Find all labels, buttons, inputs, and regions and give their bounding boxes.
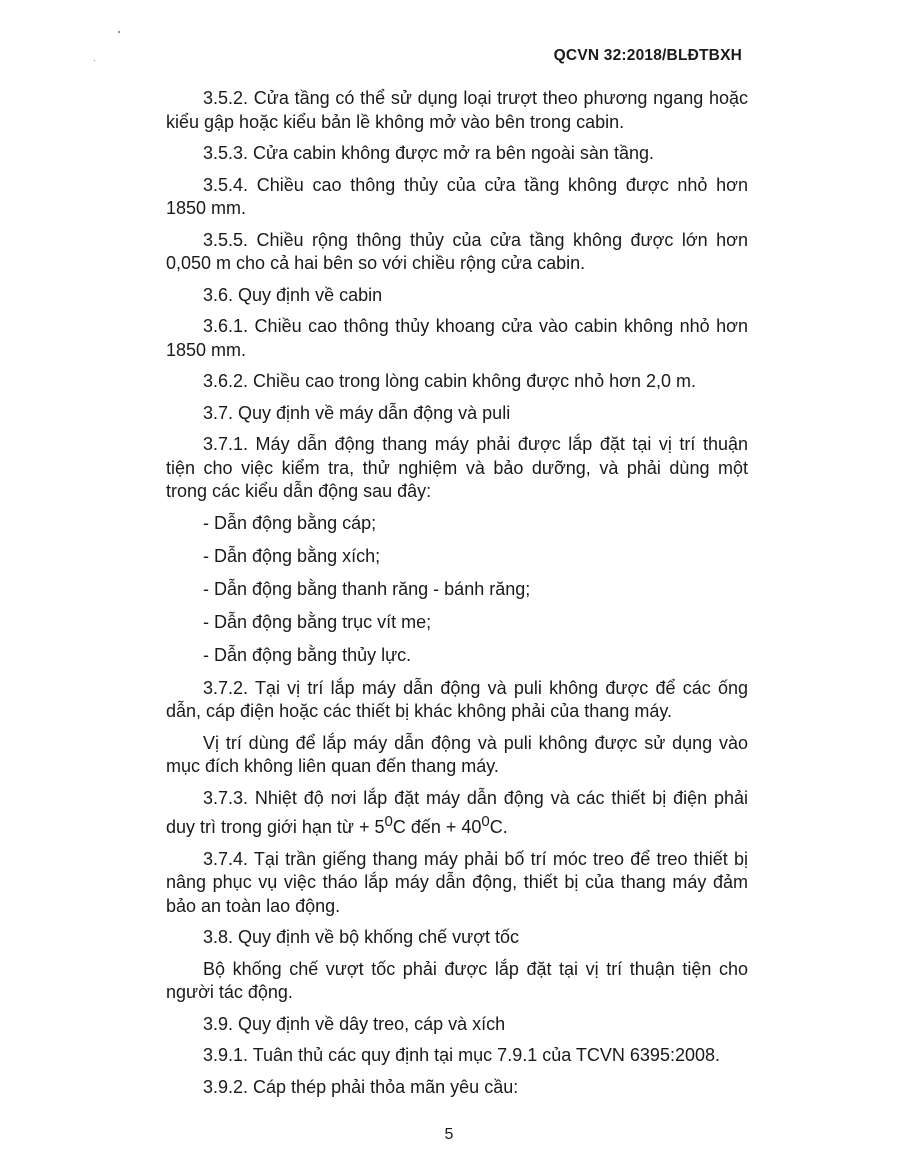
paragraph-overspeed-governor: Bộ khống chế vượt tốc phải được lắp đặt tại vị trí thuận tiện cho người tác động. [166,958,748,1002]
paragraph-mounting-location: Vị trí dùng để lắp máy dẫn động và puli không được sử dụng vào mục đích không liên quan đến thang máy. [166,732,748,776]
list-item: - Dẫn động bằng xích; [203,545,381,566]
list-item: - Dẫn động bằng thanh răng - bánh răng; [203,578,531,599]
paragraph-3-7-2: 3.7.2. Tại vị trí lắp máy dẫn động và puli không được để các ống dẫn, cáp điện hoặc các thiết bị khác không phải của thang máy. [166,677,748,721]
paragraph-3-9-1: 3.9.1. Tuân thủ các quy định tại mục 7.9.1 của TCVN 6395:2008. [203,1045,720,1065]
scan-speck [94,60,95,61]
paragraph-3-7-4: 3.7.4. Tại trần giếng thang máy phải bố trí móc treo để treo thiết bị nâng phục vụ việc tháo lắp máy dẫn động, thiết bị của thang máy đảm bảo an toàn lao động. [166,848,748,916]
heading-3-9: 3.9. Quy định về dây treo, cáp và xích [203,1013,506,1034]
document-body [166,87,748,1107]
paragraph-3-6-1: 3.6.1. Chiều cao thông thủy khoang cửa vào cabin không nhỏ hơn 1850 mm. [166,316,748,360]
paragraph-3-5-4: 3.5.4. Chiều cao thông thủy của cửa tầng không được nhỏ hơn 1850 mm. [166,174,748,218]
heading-3-7: 3.7. Quy định về máy dẫn động và puli [203,402,511,423]
paragraph-3-6-2: 3.6.2. Chiều cao trong lòng cabin không được nhỏ hơn 2,0 m. [203,371,696,391]
temp-text-after: C. [489,817,508,837]
document-code-header: QCVN 32:2018/BLĐTBXH [553,47,742,64]
heading-3-8: 3.8. Quy định về bộ khống chế vượt tốc [203,927,520,947]
degree-superscript: 0 [384,813,393,830]
page-number: 5 [444,1126,454,1143]
paragraph-3-5-3: 3.5.3. Cửa cabin không được mở ra bên ngoài sàn tầng. [203,143,654,163]
temp-text-middle: C đến + 40 [392,817,482,837]
paragraph-3-5-2: 3.5.2. Cửa tầng có thể sử dụng loại trượt theo phương ngang hoặc kiểu gập hoặc kiểu bản lề không mở vào bên trong cabin. [166,88,748,132]
heading-3-6: 3.6. Quy định về cabin [203,284,383,305]
paragraph-3-9-2: 3.9.2. Cáp thép phải thỏa mãn yêu cầu: [203,1076,519,1097]
paragraph-3-7-3 [166,787,748,840]
scan-speck [118,31,120,33]
list-item: - Dẫn động bằng cáp; [203,512,377,533]
list-item: - Dẫn động bằng trục vít me; [203,611,432,632]
degree-superscript: 0 [481,813,490,830]
paragraph-3-5-5: 3.5.5. Chiều rộng thông thủy của cửa tầng không được lớn hơn 0,050 m cho cả hai bên so với chiều rộng cửa cabin. [166,229,748,273]
paragraph-3-7-1: 3.7.1. Máy dẫn động thang máy phải được lắp đặt tại vị trí thuận tiện cho việc kiểm tra, thử nghiệm và bảo dưỡng, và phải dùng một trong các kiểu dẫn động sau đây: [166,434,748,501]
list-item: - Dẫn động bằng thủy lực. [203,644,412,665]
temp-text-before: 3.7.3. Nhiệt độ nơi lắp đặt máy dẫn động và các thiết bị điện phải duy trì trong giới hạn từ + 5 [166,787,748,837]
